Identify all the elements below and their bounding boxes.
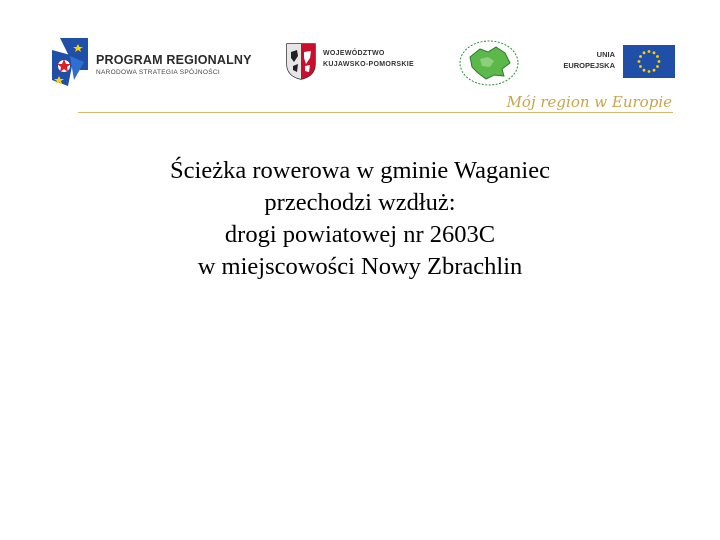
slogan-text: Mój region w Europie	[506, 93, 672, 111]
header-divider	[78, 112, 673, 113]
body-line-1: Ścieżka rowerowa w gminie Waganiec	[170, 157, 550, 184]
wojewodztwo-logo	[285, 42, 435, 82]
program-regionalny-subtitle: NARODOWA STRATEGIA SPÓJNOŚCI	[96, 69, 220, 76]
coat-of-arms-icon	[285, 42, 317, 80]
program-regionalny-logo	[50, 36, 265, 88]
header-logos	[0, 0, 720, 120]
unia-europejska-logo	[540, 43, 675, 83]
wojewodztwo-label-line2: KUJAWSKO-POMORSKIE	[323, 61, 414, 68]
unia-label-line1: UNIA	[596, 50, 615, 59]
regional-green-seal-logo-icon	[458, 39, 520, 87]
program-regionalny-emblem-icon	[50, 36, 90, 88]
body-line-4: w miejscowości Nowy Zbrachlin	[197, 253, 523, 280]
eu-flag-icon	[623, 45, 675, 78]
body-line-3: drogi powiatowej nr 2603C	[224, 221, 496, 248]
body-line-2: przechodzi wzdłuż:	[264, 189, 456, 216]
wojewodztwo-label-line1: WOJEWÓDZTWO	[323, 50, 385, 57]
unia-label-line2: EUROPEJSKA	[563, 61, 615, 70]
slide-body	[80, 155, 640, 283]
program-regionalny-title: PROGRAM REGIONALNY	[96, 53, 252, 67]
